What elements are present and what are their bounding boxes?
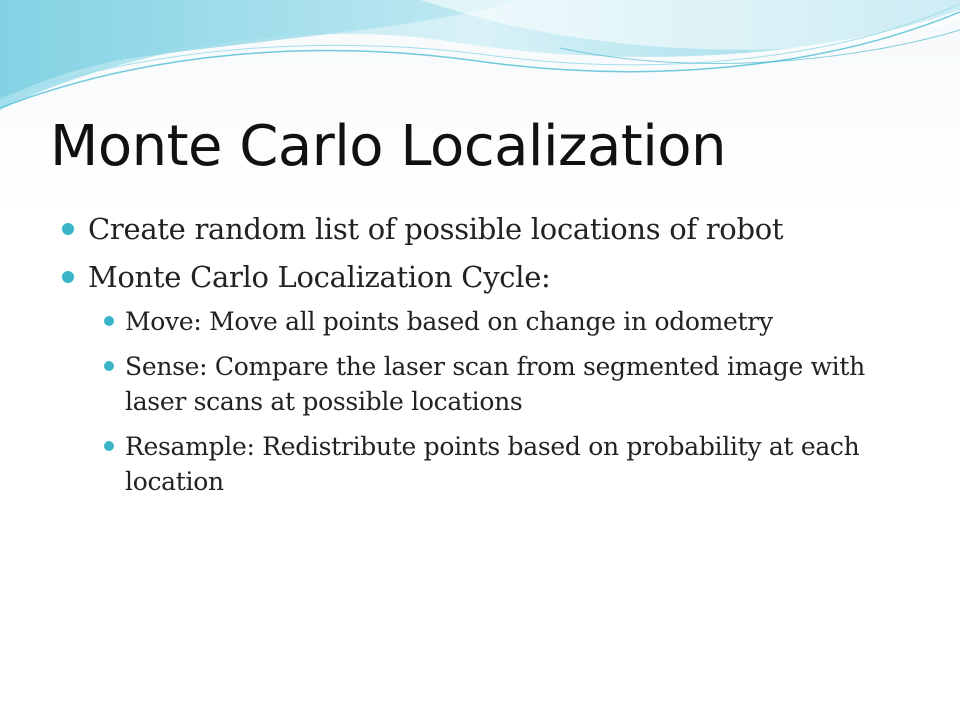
round-bullet-icon [62,223,74,235]
sub-bullet-text: Sense: Compare the laser scan from segmented image with laser scans at possible locations [125,352,865,416]
wave-header-icon [0,0,960,130]
slide-title: Monte Carlo Localization [50,114,727,179]
sub-bullet-item [60,304,920,339]
round-bullet-icon [104,316,114,326]
sub-bullet-item [60,429,920,499]
bullet-item [60,208,920,250]
round-bullet-icon [104,361,114,371]
bullet-text: Create random list of possible locations of robot [88,212,784,246]
round-bullet-icon [104,441,114,451]
bullet-text: Monte Carlo Localization Cycle: [88,260,551,294]
sub-bullet-text: Resample: Redistribute points based on probability at each location [125,432,860,496]
sub-bullet-text: Move: Move all points based on change in odometry [125,307,773,336]
round-bullet-icon [62,271,74,283]
sub-bullet-list [60,304,920,499]
bullet-list [60,208,920,509]
bullet-item [60,256,920,298]
sub-bullet-item [60,349,920,419]
